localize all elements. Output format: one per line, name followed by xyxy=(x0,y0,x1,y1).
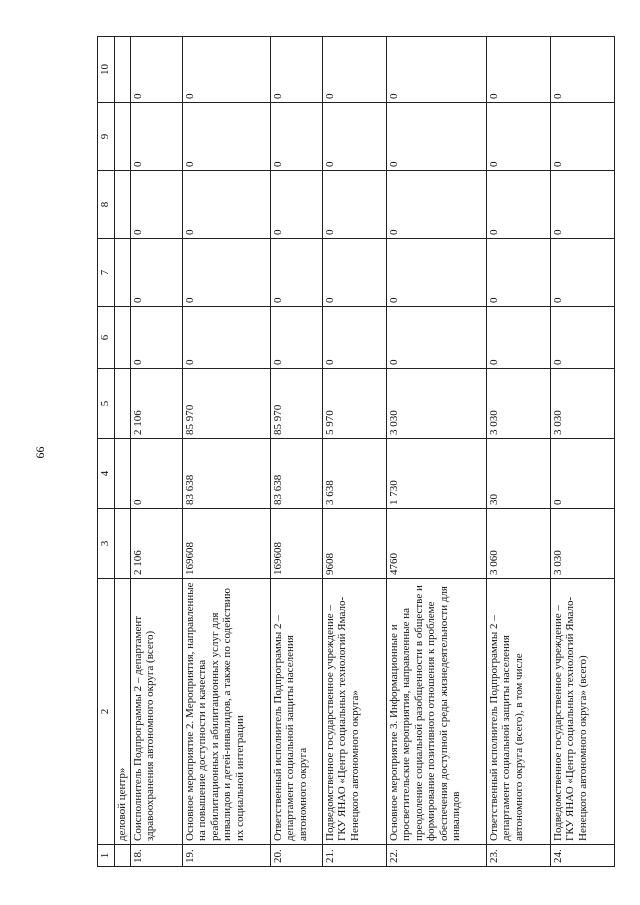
col-header: 10 xyxy=(98,37,115,103)
value-cell: 3 030 xyxy=(486,369,550,439)
row-number xyxy=(115,845,131,867)
value-cell: 0 xyxy=(270,37,322,103)
value-cell: 85 970 xyxy=(182,369,270,439)
value-cell: 0 xyxy=(182,239,270,307)
value-cell: 5 970 xyxy=(322,369,386,439)
value-cell: 0 xyxy=(322,103,386,171)
row-number: 23. xyxy=(486,845,550,867)
value-cell: 0 xyxy=(130,171,182,239)
value-cell xyxy=(115,307,131,369)
value-cell: 0 xyxy=(322,239,386,307)
value-cell: 3 638 xyxy=(322,439,386,509)
value-cell: 0 xyxy=(322,37,386,103)
row-number: 20. xyxy=(270,845,322,867)
col-header: 3 xyxy=(98,509,115,579)
value-cell: 0 xyxy=(486,307,550,369)
value-cell: 169608 xyxy=(270,509,322,579)
col-header: 2 xyxy=(98,579,115,845)
value-cell: 0 xyxy=(130,307,182,369)
col-header: 8 xyxy=(98,171,115,239)
value-cell: 4760 xyxy=(386,509,486,579)
value-cell: 0 xyxy=(182,103,270,171)
value-cell: 0 xyxy=(486,37,550,103)
value-cell xyxy=(115,239,131,307)
row-description: Подведомственное государственное учреждение – ГКУ ЯНАО «Центр социальных технологий Ямало-Ненецкого автономного округа» (всего) xyxy=(550,579,614,845)
row-number: 24. xyxy=(550,845,614,867)
row-description: Соисполнитель Подпрограммы 2 – департамент здравоохранения автономного округа (всего) xyxy=(130,579,182,845)
col-header: 4 xyxy=(98,439,115,509)
value-cell: 0 xyxy=(130,439,182,509)
value-cell: 0 xyxy=(130,239,182,307)
row-description: Основное мероприятие 3. Информационные и просветительские мероприятия, направленные на преодоление социальной разобщенности в обществе и формирование позитивного отношения к проблеме обеспечения доступной среды жизнедеятельности для инвалидов xyxy=(386,579,486,845)
value-cell: 85 970 xyxy=(270,369,322,439)
value-cell: 3 030 xyxy=(550,509,614,579)
value-cell: 3 060 xyxy=(486,509,550,579)
col-header: 6 xyxy=(98,307,115,369)
row-number: 21. xyxy=(322,845,386,867)
value-cell: 169608 xyxy=(182,509,270,579)
value-cell: 0 xyxy=(270,171,322,239)
value-cell: 0 xyxy=(386,171,486,239)
table-row xyxy=(486,37,550,867)
col-header: 5 xyxy=(98,369,115,439)
row-description: деловой центр» xyxy=(115,579,131,845)
value-cell: 0 xyxy=(182,171,270,239)
value-cell: 0 xyxy=(386,103,486,171)
value-cell: 0 xyxy=(386,307,486,369)
value-cell: 0 xyxy=(550,307,614,369)
row-number: 18. xyxy=(130,845,182,867)
col-header: 9 xyxy=(98,103,115,171)
value-cell: 0 xyxy=(182,307,270,369)
budget-table xyxy=(97,36,615,867)
value-cell: 30 xyxy=(486,439,550,509)
value-cell: 0 xyxy=(550,439,614,509)
value-cell: 0 xyxy=(550,37,614,103)
value-cell: 1 730 xyxy=(386,439,486,509)
rotated-page xyxy=(97,37,617,867)
value-cell: 0 xyxy=(550,103,614,171)
value-cell: 0 xyxy=(322,171,386,239)
row-description: Ответственный исполнитель Подпрограммы 2 – департамент социальной защиты населения автономного округа xyxy=(270,579,322,845)
value-cell: 0 xyxy=(322,307,386,369)
value-cell: 0 xyxy=(550,171,614,239)
value-cell: 0 xyxy=(182,37,270,103)
value-cell xyxy=(115,369,131,439)
value-cell: 0 xyxy=(270,103,322,171)
value-cell: 3 030 xyxy=(550,369,614,439)
table-row xyxy=(550,37,614,867)
value-cell: 0 xyxy=(550,239,614,307)
value-cell: 0 xyxy=(130,103,182,171)
value-cell: 83 638 xyxy=(182,439,270,509)
value-cell: 83 638 xyxy=(270,439,322,509)
value-cell: 0 xyxy=(270,307,322,369)
row-description: Подведомственное государственное учреждение – ГКУ ЯНАО «Центр социальных технологий Ямало-Ненецкого автономного округа» xyxy=(322,579,386,845)
col-header: 1 xyxy=(98,845,115,867)
row-number: 22. xyxy=(386,845,486,867)
value-cell: 0 xyxy=(270,239,322,307)
value-cell: 0 xyxy=(386,239,486,307)
value-cell: 3 030 xyxy=(386,369,486,439)
col-header: 7 xyxy=(98,239,115,307)
value-cell: 0 xyxy=(386,37,486,103)
page-number: 99 xyxy=(33,446,48,459)
table-row xyxy=(322,37,386,867)
value-cell: 0 xyxy=(130,37,182,103)
table-row xyxy=(270,37,322,867)
value-cell: 9608 xyxy=(322,509,386,579)
table-row xyxy=(115,37,131,867)
value-cell xyxy=(115,439,131,509)
value-cell: 0 xyxy=(486,103,550,171)
value-cell: 0 xyxy=(486,171,550,239)
value-cell xyxy=(115,37,131,103)
value-cell xyxy=(115,509,131,579)
header-row xyxy=(98,37,115,867)
row-description: Основное мероприятие 2. Мероприятия, направленные на повышение доступности и качества реабилитационных и абилитационных услуг для инвалидов и детей-инвалидов, а также по содействию их социальной интеграции xyxy=(182,579,270,845)
value-cell: 0 xyxy=(486,239,550,307)
row-number: 19. xyxy=(182,845,270,867)
value-cell xyxy=(115,103,131,171)
table-row xyxy=(386,37,486,867)
table-row xyxy=(130,37,182,867)
value-cell xyxy=(115,171,131,239)
row-description: Ответственный исполнитель Подпрограммы 2 – департамент социальной защиты населения автономного округа (всего), в том числе xyxy=(486,579,550,845)
value-cell: 2 106 xyxy=(130,369,182,439)
value-cell: 2 106 xyxy=(130,509,182,579)
table-row xyxy=(182,37,270,867)
